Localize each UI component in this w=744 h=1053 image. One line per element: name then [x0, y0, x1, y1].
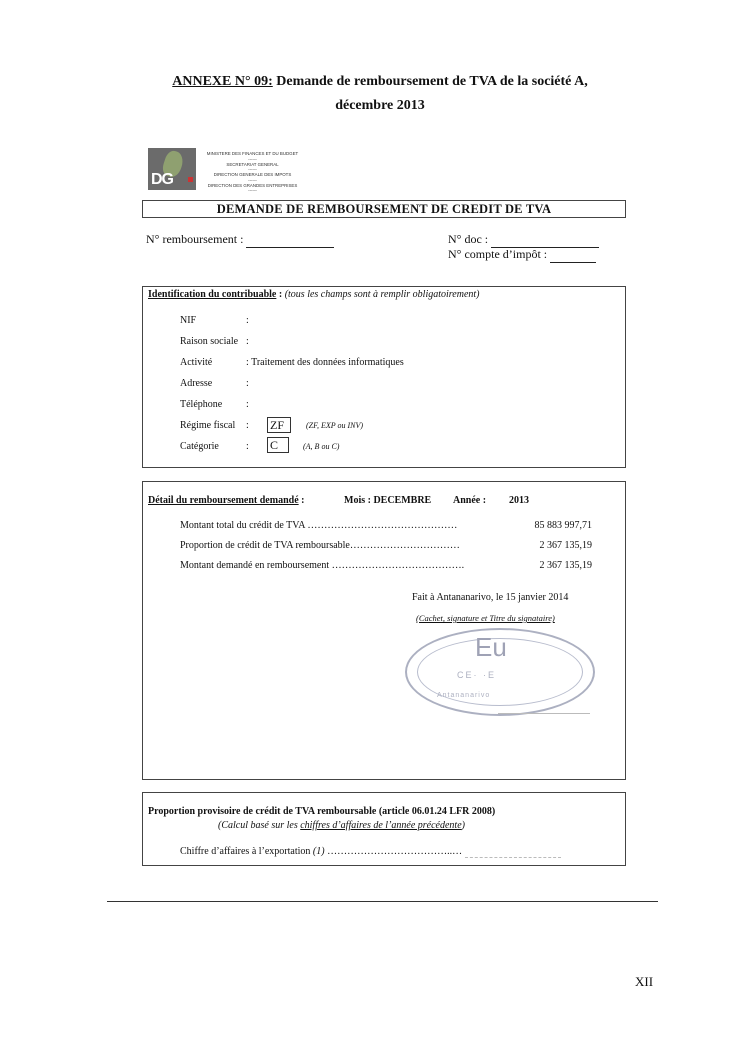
ministry-line: ------	[248, 167, 257, 172]
detail-heading-colon: :	[298, 495, 305, 506]
regime-value-box: ZF	[267, 417, 291, 433]
calc-prefix: (Calcul basé sur les	[218, 820, 301, 831]
ministry-header	[200, 150, 305, 192]
telephone-label: Téléphone	[180, 399, 223, 410]
form-title: DEMANDE DE REMBOURSEMENT DE CREDIT DE TVA	[142, 200, 626, 218]
categorie-options: (A, B ou C)	[303, 442, 340, 451]
regime-label: Régime fiscal	[180, 420, 236, 431]
detail-row-label: Montant total du crédit de TVA ………………………………………	[180, 520, 458, 531]
detail-row-value: 2 367 135,19	[539, 540, 592, 551]
chiffre-label: Chiffre d’affaires à l’exportation	[180, 846, 311, 857]
detail-heading-row	[148, 495, 304, 506]
identification-note: (tous les champs sont à remplir obligatoirement)	[284, 289, 480, 300]
chiffre-row	[180, 846, 561, 858]
categorie-colon: :	[246, 441, 249, 452]
identification-heading-colon: :	[276, 289, 285, 300]
chiffre-ref: (1)	[312, 846, 325, 857]
activite-label: Activité	[180, 357, 213, 368]
detail-row	[180, 520, 592, 531]
detail-row	[180, 560, 592, 571]
annexe-label: ANNEXE N° 09:	[172, 74, 273, 89]
calc-suffix: )	[461, 820, 465, 831]
regime-colon: :	[246, 420, 249, 431]
footer-rule	[107, 901, 658, 902]
ministry-line: ------	[248, 177, 257, 183]
ministry-line: ------	[248, 188, 257, 193]
num-doc-label: N° doc :	[448, 232, 489, 246]
ministry-line: ------	[248, 156, 257, 162]
num-doc-line	[491, 232, 599, 248]
identification-heading: Identification du contribuable	[148, 289, 277, 300]
detail-row-value: 2 367 135,19	[539, 560, 592, 571]
num-compte-label: N° compte d’impôt :	[448, 247, 548, 261]
proportion-heading: Proportion provisoire de crédit de TVA remboursable (article 06.01.24 LFR 2008)	[148, 806, 496, 817]
nif-colon: :	[246, 315, 249, 326]
stamp-text: CE· ·E	[457, 670, 496, 680]
num-remboursement-line	[246, 232, 334, 248]
annexe-title-text: Demande de remboursement de TVA de la société A,	[272, 74, 588, 89]
adresse-colon: :	[246, 378, 249, 389]
ministry-line: MINISTERE DES FINANCES ET DU BUDGET	[206, 151, 299, 156]
calc-note	[218, 820, 465, 831]
official-stamp	[405, 628, 595, 716]
regime-options: (ZF, EXP ou INV)	[306, 421, 364, 430]
ministry-line: SECRETARIAT GENERAL	[226, 161, 279, 167]
stamp-signature: Eu	[475, 632, 507, 662]
categorie-value-box: C	[267, 437, 289, 453]
adresse-label: Adresse	[180, 378, 213, 389]
annee-label: Année :	[453, 495, 487, 506]
page-number: XII	[635, 974, 654, 989]
categorie-label: Catégorie	[180, 441, 219, 452]
nif-label: NIF	[180, 315, 197, 326]
detail-row-label: Proportion de crédit de TVA remboursable……………………………	[180, 540, 460, 551]
calc-link: chiffres d’affaires de l’année précédente	[300, 820, 462, 831]
telephone-colon: :	[246, 399, 249, 410]
identification-heading-row	[148, 289, 480, 300]
ministry-line: DIRECTION DES GRANDES ENTREPRISES	[207, 182, 298, 188]
num-remboursement-field	[146, 232, 334, 248]
num-doc-field	[448, 232, 599, 248]
dgi-logo	[148, 148, 196, 190]
cachet-note: (Cachet, signature et Titre du signataire)	[416, 613, 555, 623]
detail-row-label: Montant demandé en remboursement ………………………………….	[180, 560, 465, 571]
num-compte-field	[448, 247, 596, 263]
annexe-title-line1	[100, 70, 660, 94]
fait-a: Fait à Antananarivo, le 15 janvier 2014	[412, 592, 569, 603]
activite-value: : Traitement des données informatiques	[246, 357, 404, 368]
logo-dot	[188, 177, 193, 182]
annexe-title	[100, 70, 660, 118]
detail-row	[180, 540, 592, 551]
mois-label: Mois : DECEMBRE	[344, 495, 432, 506]
ministry-line: DIRECTION GENERALE DES IMPOTS	[213, 172, 292, 177]
chiffre-dots: ………………………………..…	[327, 846, 463, 857]
num-compte-line	[550, 247, 596, 263]
signature-line	[498, 713, 590, 714]
raison-sociale-label: Raison sociale	[180, 336, 239, 347]
chiffre-fill-line	[465, 846, 561, 858]
detail-heading: Détail du remboursement demandé	[148, 495, 299, 506]
stamp-city: Antananarivo	[437, 692, 491, 699]
annexe-title-line2: décembre 2013	[335, 98, 425, 113]
detail-row-value: 85 883 997,71	[534, 520, 592, 531]
logo-text: DG	[151, 171, 173, 188]
num-remboursement-label: N° remboursement :	[146, 232, 244, 246]
raison-sociale-colon: :	[246, 336, 249, 347]
annee-value: 2013	[509, 495, 529, 506]
